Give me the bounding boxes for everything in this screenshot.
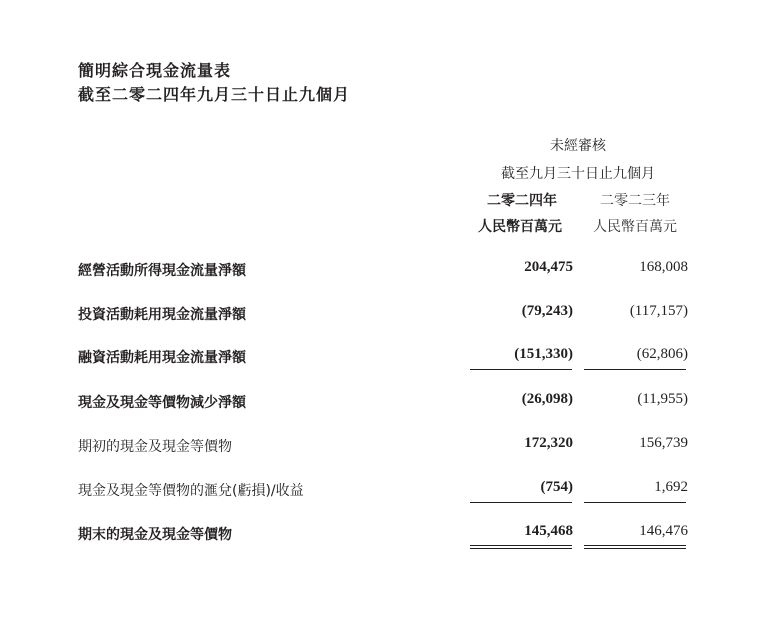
total-rule-2023 [584, 502, 686, 503]
year-2024-header: 二零二四年 [487, 193, 557, 209]
period-header: 截至九月三十日止九個月 [501, 166, 655, 182]
row-label-exchange-effect: 現金及現金等價物的滙兌(虧損)/收益 [78, 483, 304, 499]
value-2023-financing: (62,806) [636, 346, 688, 362]
double-rule-2024 [470, 545, 572, 549]
value-2024-closing-cash: 145,468 [524, 523, 573, 539]
row-label-investing-cash-flow: 投資活動耗用現金流量淨額 [78, 307, 246, 323]
unaudited-header: 未經審核 [550, 138, 606, 154]
value-2024-financing: (151,330) [514, 346, 573, 362]
row-label-net-decrease: 現金及現金等價物減少淨額 [78, 395, 246, 411]
value-2023-exchange-effect: 1,692 [654, 479, 688, 495]
value-2023-operating: 168,008 [639, 259, 688, 275]
subtotal-rule-2024 [470, 369, 572, 370]
value-2024-opening-cash: 172,320 [524, 435, 573, 451]
value-2023-opening-cash: 156,739 [639, 435, 688, 451]
subtotal-rule-2023 [584, 369, 686, 370]
row-label-financing-cash-flow: 融資活動耗用現金流量淨額 [78, 350, 246, 366]
unit-2024-header: 人民幣百萬元 [478, 219, 562, 235]
row-label-opening-cash: 期初的現金及現金等價物 [78, 439, 232, 455]
unit-2023-header: 人民幣百萬元 [593, 219, 677, 235]
row-label-closing-cash: 期末的現金及現金等價物 [78, 527, 232, 543]
year-2023-header: 二零二三年 [600, 193, 670, 209]
statement-title: 簡明綜合現金流量表 [78, 61, 232, 80]
value-2024-exchange-effect: (754) [540, 479, 573, 495]
value-2024-operating: 204,475 [524, 259, 573, 275]
value-2023-net-decrease: (11,955) [637, 391, 688, 407]
statement-period-title: 截至二零二四年九月三十日止九個月 [78, 85, 351, 104]
value-2024-investing: (79,243) [521, 303, 573, 319]
value-2024-net-decrease: (26,098) [521, 391, 573, 407]
row-label-operating-cash-flow: 經營活動所得現金流量淨額 [78, 263, 246, 279]
value-2023-closing-cash: 146,476 [639, 523, 688, 539]
double-rule-2023 [584, 545, 686, 549]
value-2023-investing: (117,157) [629, 303, 688, 319]
total-rule-2024 [470, 502, 572, 503]
